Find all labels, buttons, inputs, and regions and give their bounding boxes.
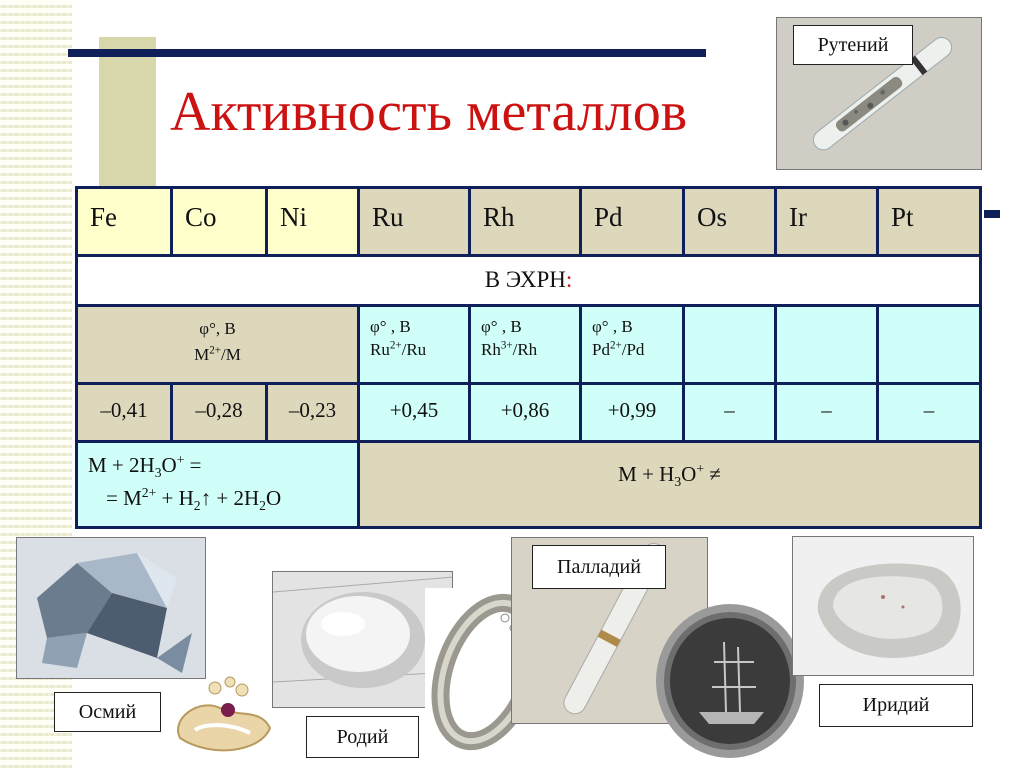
header-cell-ru: Ru [360,189,468,254]
header-cell-os: Os [685,189,774,254]
pt-potential-cell [879,307,979,382]
header-cell-rh: Rh [471,189,579,254]
rh-potential-cell: φ° , В $Rh^{3+}/Rh$ [471,307,579,382]
value-ru: +0,45 [360,385,468,440]
header-cell-co: Co [173,189,265,254]
value-pd: +0,99 [582,385,682,440]
series-text: В ЭХРН [484,267,566,292]
pendant-photo [160,668,280,760]
potential-label-line2: $M^{2+}/M$ [194,343,241,364]
value-pt: – [879,385,979,440]
value-os: – [685,385,774,440]
value-ir: – [777,385,876,440]
ru-potential-cell: φ° , В $Ru^{2+}/Ru$ [360,307,468,382]
palladium-label: Палладий [532,545,666,589]
reaction-left-cell [78,443,357,526]
slide-title: Активность металлов [170,81,688,143]
osmium-label: Осмий [54,692,161,732]
reaction-left-line2: = $M^{2+}$ + $H_2↑ + 2H_2O$ [106,484,282,513]
osmium-photo [16,537,206,679]
decor-block [99,37,156,189]
header-cell-ni: Ni [268,189,357,254]
reaction-left-line1: $M + 2H_3O^+$ = [88,452,202,481]
header-cell-ir: Ir [777,189,876,254]
ruthenium-label: Рутений [793,25,913,65]
table-rule-stub [984,210,1000,218]
series-colon: : [565,267,573,292]
value-rh: +0,86 [471,385,579,440]
ir-potential-cell [777,307,876,382]
header-cell-fe: Fe [78,189,170,254]
value-co: –0,28 [173,385,265,440]
value-ni: –0,23 [268,385,357,440]
series-row [78,257,979,304]
value-fe: –0,41 [78,385,170,440]
header-cell-pd: Pd [582,189,682,254]
potential-label-line1: φ°, В [199,319,236,338]
iridium-label: Иридий [819,684,973,727]
potential-label-cell [78,307,357,382]
os-potential-cell [685,307,774,382]
pd-potential-cell: φ° , В $Pd^{2+}/Pd$ [582,307,682,382]
reaction-right-cell: $M + H_3O^+$ ≠ [360,443,979,526]
header-cell-pt: Pt [879,189,979,254]
metals-table [75,186,982,529]
coin-photo [654,602,806,760]
title-rule [68,49,706,57]
rhodium-label: Родий [306,716,419,758]
iridium-photo [792,536,974,676]
